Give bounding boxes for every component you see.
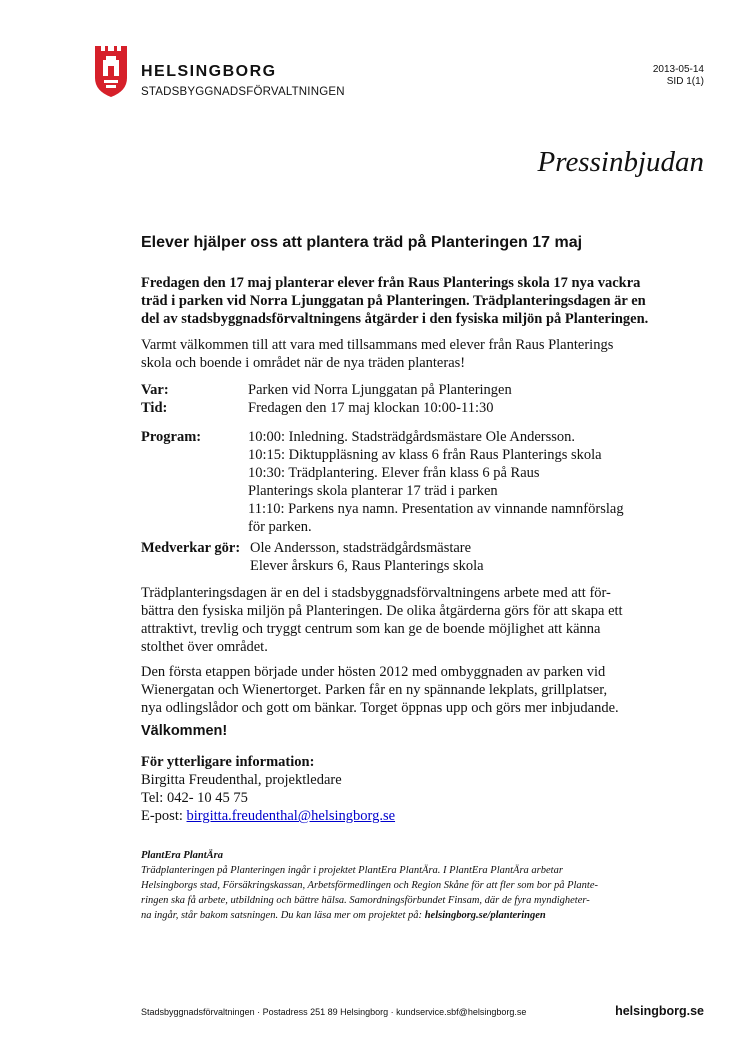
program-item: 10:00: Inledning. Stadsträdgårdsmästare Ole Andersson. bbox=[248, 429, 575, 445]
contact-email-link[interactable]: birgitta.freudenthal@helsingborg.se bbox=[186, 808, 396, 824]
program-item: 10:15: Diktuppläsning av klass 6 från Raus Planterings skola bbox=[248, 447, 602, 463]
where-value: Parken vid Norra Ljunggatan på Planteringen bbox=[248, 382, 512, 398]
welcome-heading: Välkommen! bbox=[141, 723, 228, 739]
footer-website[interactable]: helsingborg.se bbox=[615, 1004, 704, 1018]
lead-line: träd i parken vid Norra Ljunggatan på Planteringen. Trädplanteringsdagen är en bbox=[141, 293, 646, 309]
body-line: attraktivt, trevlig och tryggt centrum som kan ge de boende möjlighet att känna bbox=[141, 621, 601, 637]
program-item: för parken. bbox=[248, 519, 312, 535]
invite-paragraph bbox=[141, 336, 641, 372]
body-paragraph-2 bbox=[141, 663, 641, 717]
contact-heading: För ytterligare information: bbox=[141, 754, 315, 770]
document-date: 2013-05-14 bbox=[652, 64, 704, 75]
project-info bbox=[141, 848, 598, 923]
page-title: Elever hjälper oss att plantera träd på Planteringen 17 maj bbox=[141, 234, 583, 251]
org-department: STADSBYGGNADSFÖRVALTNINGEN bbox=[141, 86, 345, 98]
participant-item: Elever årskurs 6, Raus Planterings skola bbox=[250, 558, 484, 574]
document-type: Pressinbjudan bbox=[537, 146, 704, 178]
project-line: Helsingborgs stad, Försäkringskassan, Arbetsförmedlingen och Region Skåne för att fler som bor på Plante- bbox=[141, 880, 599, 891]
participants-list bbox=[250, 539, 484, 575]
where-label: Var: bbox=[141, 382, 169, 398]
contact-email-row bbox=[141, 807, 395, 825]
body-line: Wienergatan och Wienertorget. Parken får en ny spännande lekplats, grillplatser, bbox=[141, 682, 608, 698]
footer-address: Stadsbyggnadsförvaltningen · Postadress 251 89 Helsingborg · kundservice.sbf@helsingborg.se bbox=[141, 1007, 527, 1017]
program-item: 10:30: Trädplantering. Elever från klass 6 på Raus bbox=[248, 465, 540, 481]
project-line: ringen ska få arbete, utbildning och bättre hälsa. Samordningsförbundet Finsam, där de fyra myndigheter- bbox=[141, 895, 590, 906]
invite-line: skola och boende i området när de nya träden planteras! bbox=[141, 355, 466, 371]
document-meta bbox=[653, 64, 704, 88]
contact-phone: Tel: 042- 10 45 75 bbox=[141, 790, 248, 806]
project-last-line: na ingår, står bakom satsningen. Du kan läsa mer om projektet på: bbox=[141, 910, 425, 921]
body-line: stolthet över området. bbox=[141, 639, 268, 655]
body-line: bättra den fysiska miljön på Planteringen. De olika åtgärderna görs för att skapa ett bbox=[141, 603, 623, 619]
program-item: Planterings skola planterar 17 träd i parken bbox=[248, 483, 498, 499]
program-label: Program: bbox=[141, 429, 202, 445]
program-list bbox=[248, 428, 624, 536]
project-line: Trädplanteringen på Planteringen ingår i projektet PlantEra PlantÄra. I PlantEra PlantÄra arbetar bbox=[141, 865, 563, 876]
project-line bbox=[141, 908, 598, 923]
body-paragraph-1 bbox=[141, 584, 641, 656]
lead-paragraph bbox=[141, 274, 649, 328]
helsingborg-crest-logo bbox=[93, 44, 129, 98]
lead-line: Fredagen den 17 maj planterar elever från Raus Planterings skola 17 nya vackra bbox=[141, 275, 641, 291]
lead-line: del av stadsbyggnadsförvaltningens åtgärder i den fysiska miljön på Planteringen. bbox=[141, 311, 649, 327]
contact-name: Birgitta Freudenthal, projektledare bbox=[141, 772, 342, 788]
invite-line: Varmt välkommen till att vara med tillsammans med elever från Raus Planterings bbox=[141, 337, 614, 353]
project-title: PlantEra PlantÄra bbox=[141, 850, 223, 861]
org-name: HELSINGBORG bbox=[141, 63, 277, 80]
participants-label: Medverkar gör: bbox=[141, 540, 241, 556]
body-line: Den första etappen började under hösten 2012 med ombyggnaden av parken vid bbox=[141, 664, 606, 680]
when-value: Fredagen den 17 maj klockan 10:00-11:30 bbox=[248, 400, 494, 416]
participant-item: Ole Andersson, stadsträdgårdsmästare bbox=[250, 540, 472, 556]
page-number: SID 1(1) bbox=[666, 76, 704, 87]
contact-block bbox=[141, 753, 395, 825]
program-item: 11:10: Parkens nya namn. Presentation av vinnande namnförslag bbox=[248, 501, 624, 517]
project-link[interactable]: helsingborg.se/planteringen bbox=[424, 910, 546, 921]
body-line: Trädplanteringsdagen är en del i stadsbyggnadsförvaltningens arbete med att för- bbox=[141, 585, 611, 601]
when-label: Tid: bbox=[141, 400, 168, 416]
contact-email-label: E-post: bbox=[141, 808, 187, 824]
body-line: nya odlingslådor och gott om bänkar. Torget öppnas upp och görs mer inbjudande. bbox=[141, 700, 619, 716]
